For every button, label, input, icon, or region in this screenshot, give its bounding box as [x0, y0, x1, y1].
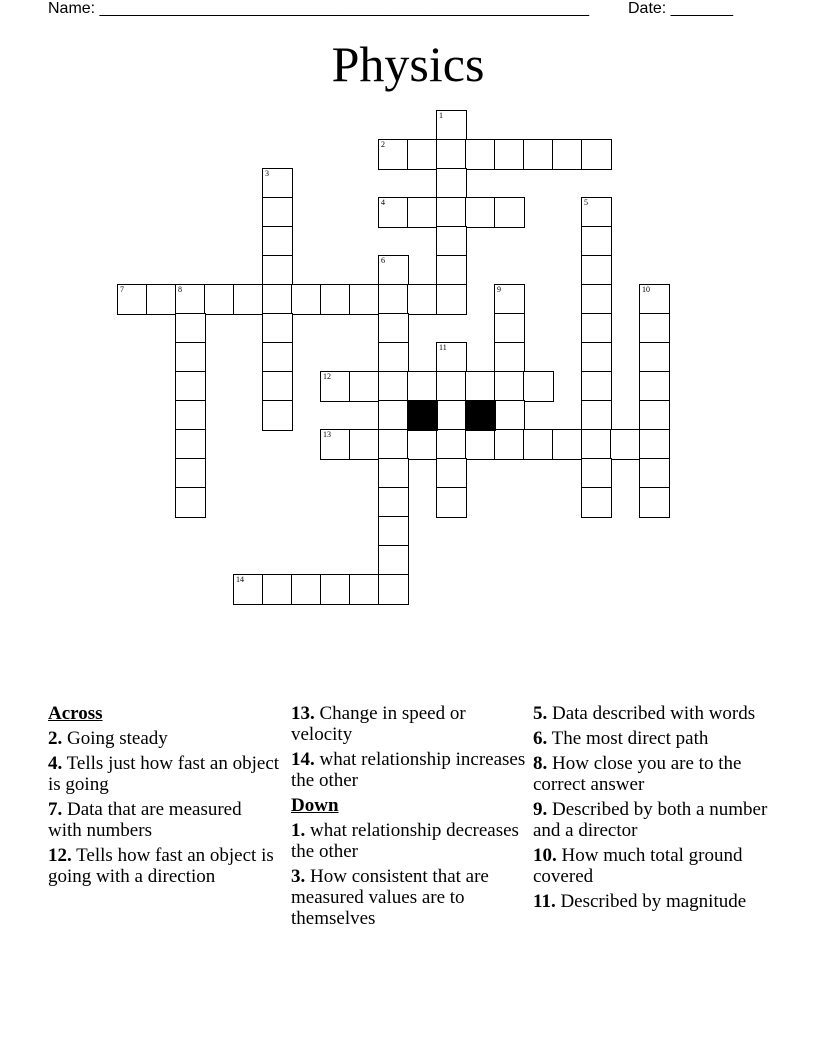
crossword-cell[interactable] — [494, 400, 525, 431]
crossword-cell[interactable] — [639, 487, 670, 518]
crossword-cell[interactable] — [436, 429, 467, 460]
crossword-cell[interactable] — [407, 139, 438, 170]
crossword-cell[interactable] — [349, 574, 380, 605]
clue-item — [48, 845, 280, 887]
clue-number: 1. — [291, 820, 306, 841]
crossword-black-cell — [465, 400, 496, 431]
crossword-cell[interactable] — [378, 255, 409, 286]
clue-number-4: 4 — [381, 198, 385, 207]
crossword-cell[interactable] — [436, 458, 467, 489]
clue-text: Tells how fast an object is going with a direction — [48, 845, 274, 887]
crossword-cell[interactable] — [175, 458, 206, 489]
clue-item — [533, 753, 773, 795]
crossword-cell[interactable] — [436, 139, 467, 170]
clue-item — [291, 820, 527, 862]
clue-number: 9. — [533, 799, 548, 820]
crossword-cell[interactable] — [204, 284, 235, 315]
clue-number: 10. — [533, 845, 557, 866]
crossword-cell[interactable] — [175, 371, 206, 402]
clue-number-1: 1 — [439, 111, 443, 120]
clue-number-8: 8 — [178, 285, 182, 294]
crossword-cell[interactable] — [581, 400, 612, 431]
crossword-cell[interactable] — [581, 458, 612, 489]
crossword-cell[interactable] — [233, 574, 264, 605]
crossword-cell[interactable] — [436, 226, 467, 257]
crossword-cell[interactable] — [378, 400, 409, 431]
clue-number-2: 2 — [381, 140, 385, 149]
crossword-cell[interactable] — [494, 429, 525, 460]
crossword-cell[interactable] — [320, 284, 351, 315]
clue-number-5: 5 — [584, 198, 588, 207]
clue-item — [533, 845, 773, 887]
clues-column-3 — [533, 703, 773, 916]
crossword-cell[interactable] — [639, 371, 670, 402]
crossword-cell[interactable] — [407, 371, 438, 402]
crossword-cell[interactable] — [436, 342, 467, 373]
crossword-cell[interactable] — [175, 313, 206, 344]
clues-column-2 — [291, 703, 527, 933]
crossword-cell[interactable] — [175, 487, 206, 518]
crossword-cell[interactable] — [552, 139, 583, 170]
crossword-cell[interactable] — [552, 429, 583, 460]
crossword-cell[interactable] — [262, 284, 293, 315]
crossword-cell[interactable] — [378, 313, 409, 344]
clue-number-13: 13 — [323, 430, 331, 439]
crossword-cell[interactable] — [117, 284, 148, 315]
clue-number: 5. — [533, 703, 548, 724]
crossword-cell[interactable] — [581, 255, 612, 286]
clue-item — [48, 728, 280, 749]
crossword-cell[interactable] — [465, 197, 496, 228]
clue-text: Going steady — [62, 728, 168, 749]
clue-number-14: 14 — [236, 575, 244, 584]
crossword-cell[interactable] — [262, 255, 293, 286]
crossword-cell[interactable] — [407, 197, 438, 228]
crossword-cell[interactable] — [581, 197, 612, 228]
crossword-cell[interactable] — [291, 284, 322, 315]
crossword-cell[interactable] — [581, 429, 612, 460]
clue-text: Data described with words — [547, 703, 756, 724]
crossword-cell[interactable] — [639, 284, 670, 315]
crossword-cell[interactable] — [349, 371, 380, 402]
clue-number: 2. — [48, 728, 63, 749]
clue-text: How consistent that are measured values are to themselves — [291, 866, 489, 929]
crossword-cell[interactable] — [262, 371, 293, 402]
clue-text: Tells just how fast an object is going — [48, 753, 280, 795]
crossword-cell[interactable] — [436, 487, 467, 518]
crossword-cell[interactable] — [407, 429, 438, 460]
crossword-cell[interactable] — [378, 516, 409, 547]
crossword-cell[interactable] — [262, 400, 293, 431]
clue-number: 12. — [48, 845, 72, 866]
clue-item — [533, 703, 773, 724]
crossword-cell[interactable] — [175, 284, 206, 315]
crossword-cell[interactable] — [291, 574, 322, 605]
clue-text: Described by both a number and a director — [533, 799, 768, 841]
crossword-cell[interactable] — [175, 400, 206, 431]
crossword-cell[interactable] — [436, 168, 467, 199]
crossword-cell[interactable] — [233, 284, 264, 315]
clue-number: 4. — [48, 753, 63, 774]
clue-number: 8. — [533, 753, 548, 774]
crossword-cell[interactable] — [436, 255, 467, 286]
crossword-cell[interactable] — [639, 400, 670, 431]
clue-number-7: 7 — [120, 285, 124, 294]
crossword-cell[interactable] — [378, 487, 409, 518]
crossword-cell[interactable] — [581, 284, 612, 315]
crossword-cell[interactable] — [378, 139, 409, 170]
page-title: Physics — [331, 36, 485, 92]
crossword-cell[interactable] — [436, 400, 467, 431]
clue-text: How close you are to the correct answer — [533, 753, 742, 795]
clue-number: 6. — [533, 728, 548, 749]
clue-number-6: 6 — [381, 256, 385, 265]
clue-number-12: 12 — [323, 372, 331, 381]
crossword-cell[interactable] — [581, 313, 612, 344]
crossword-cell[interactable] — [465, 429, 496, 460]
clue-item — [533, 891, 773, 912]
clue-number-3: 3 — [265, 169, 269, 178]
crossword-cell[interactable] — [378, 429, 409, 460]
crossword-cell[interactable] — [320, 429, 351, 460]
clue-item — [48, 753, 280, 795]
clue-number: 14. — [291, 749, 315, 770]
crossword-cell[interactable] — [523, 429, 554, 460]
crossword-cell[interactable] — [639, 342, 670, 373]
crossword-cell[interactable] — [378, 342, 409, 373]
clues-column-1 — [48, 703, 280, 891]
crossword-cell[interactable] — [262, 226, 293, 257]
crossword-cell[interactable] — [523, 139, 554, 170]
crossword-cell[interactable] — [378, 545, 409, 576]
crossword-cell[interactable] — [378, 197, 409, 228]
clue-text: How much total ground covered — [533, 845, 743, 887]
crossword-cell[interactable] — [465, 371, 496, 402]
clue-item — [291, 866, 527, 929]
crossword-cell[interactable] — [581, 139, 612, 170]
crossword-cell[interactable] — [262, 168, 293, 199]
crossword-cell[interactable] — [262, 197, 293, 228]
date-field-label: Date: _______ — [628, 0, 733, 17]
clue-number: 3. — [291, 866, 306, 887]
clue-text: what relationship decreases the other — [291, 820, 519, 862]
crossword-cell[interactable] — [436, 284, 467, 315]
crossword-cell[interactable] — [262, 574, 293, 605]
clue-item — [48, 799, 280, 841]
clue-text: Data that are measured with numbers — [48, 799, 242, 841]
crossword-cell[interactable] — [378, 458, 409, 489]
down-heading: Down — [291, 795, 339, 816]
crossword-cell[interactable] — [523, 371, 554, 402]
crossword-cell[interactable] — [407, 284, 438, 315]
crossword-cell[interactable] — [378, 371, 409, 402]
clue-number-10: 10 — [642, 285, 650, 294]
crossword-cell[interactable] — [262, 342, 293, 373]
crossword-cell[interactable] — [610, 429, 641, 460]
clue-item — [533, 799, 773, 841]
crossword-cell[interactable] — [494, 371, 525, 402]
crossword-cell[interactable] — [639, 313, 670, 344]
crossword-cell[interactable] — [639, 458, 670, 489]
across-heading: Across — [48, 703, 103, 724]
clue-item — [291, 703, 527, 745]
crossword-black-cell — [407, 400, 438, 431]
clue-number: 7. — [48, 799, 63, 820]
crossword-cell[interactable] — [494, 197, 525, 228]
crossword-cell[interactable] — [320, 371, 351, 402]
crossword-cell[interactable] — [494, 313, 525, 344]
crossword-cell[interactable] — [262, 313, 293, 344]
clue-number-9: 9 — [497, 285, 501, 294]
clue-number: 13. — [291, 703, 315, 724]
crossword-cell[interactable] — [349, 284, 380, 315]
crossword-cell[interactable] — [175, 342, 206, 373]
clue-item — [291, 749, 527, 791]
crossword-cell[interactable] — [494, 139, 525, 170]
clue-text: The most direct path — [547, 728, 709, 749]
clue-number-11: 11 — [439, 343, 447, 352]
clue-text: Change in speed or velocity — [291, 703, 466, 745]
crossword-cell[interactable] — [465, 139, 496, 170]
clue-text: Described by magnitude — [555, 891, 747, 912]
crossword-cell[interactable] — [436, 110, 467, 141]
crossword-cell[interactable] — [639, 429, 670, 460]
crossword-cell[interactable] — [378, 574, 409, 605]
crossword-cell[interactable] — [436, 197, 467, 228]
crossword-cell[interactable] — [378, 284, 409, 315]
crossword-cell[interactable] — [581, 371, 612, 402]
crossword-cell[interactable] — [146, 284, 177, 315]
crossword-cell[interactable] — [494, 284, 525, 315]
crossword-cell[interactable] — [175, 429, 206, 460]
crossword-cell[interactable] — [581, 487, 612, 518]
crossword-cell[interactable] — [436, 371, 467, 402]
crossword-cell[interactable] — [494, 342, 525, 373]
crossword-cell[interactable] — [349, 429, 380, 460]
crossword-cell[interactable] — [581, 342, 612, 373]
name-field-label: Name: _______________________________________________________ — [48, 0, 589, 17]
clue-number: 11. — [533, 891, 556, 912]
crossword-cell[interactable] — [320, 574, 351, 605]
clue-text: what relationship increases the other — [291, 749, 526, 791]
crossword-cell[interactable] — [581, 226, 612, 257]
clue-item — [533, 728, 773, 749]
